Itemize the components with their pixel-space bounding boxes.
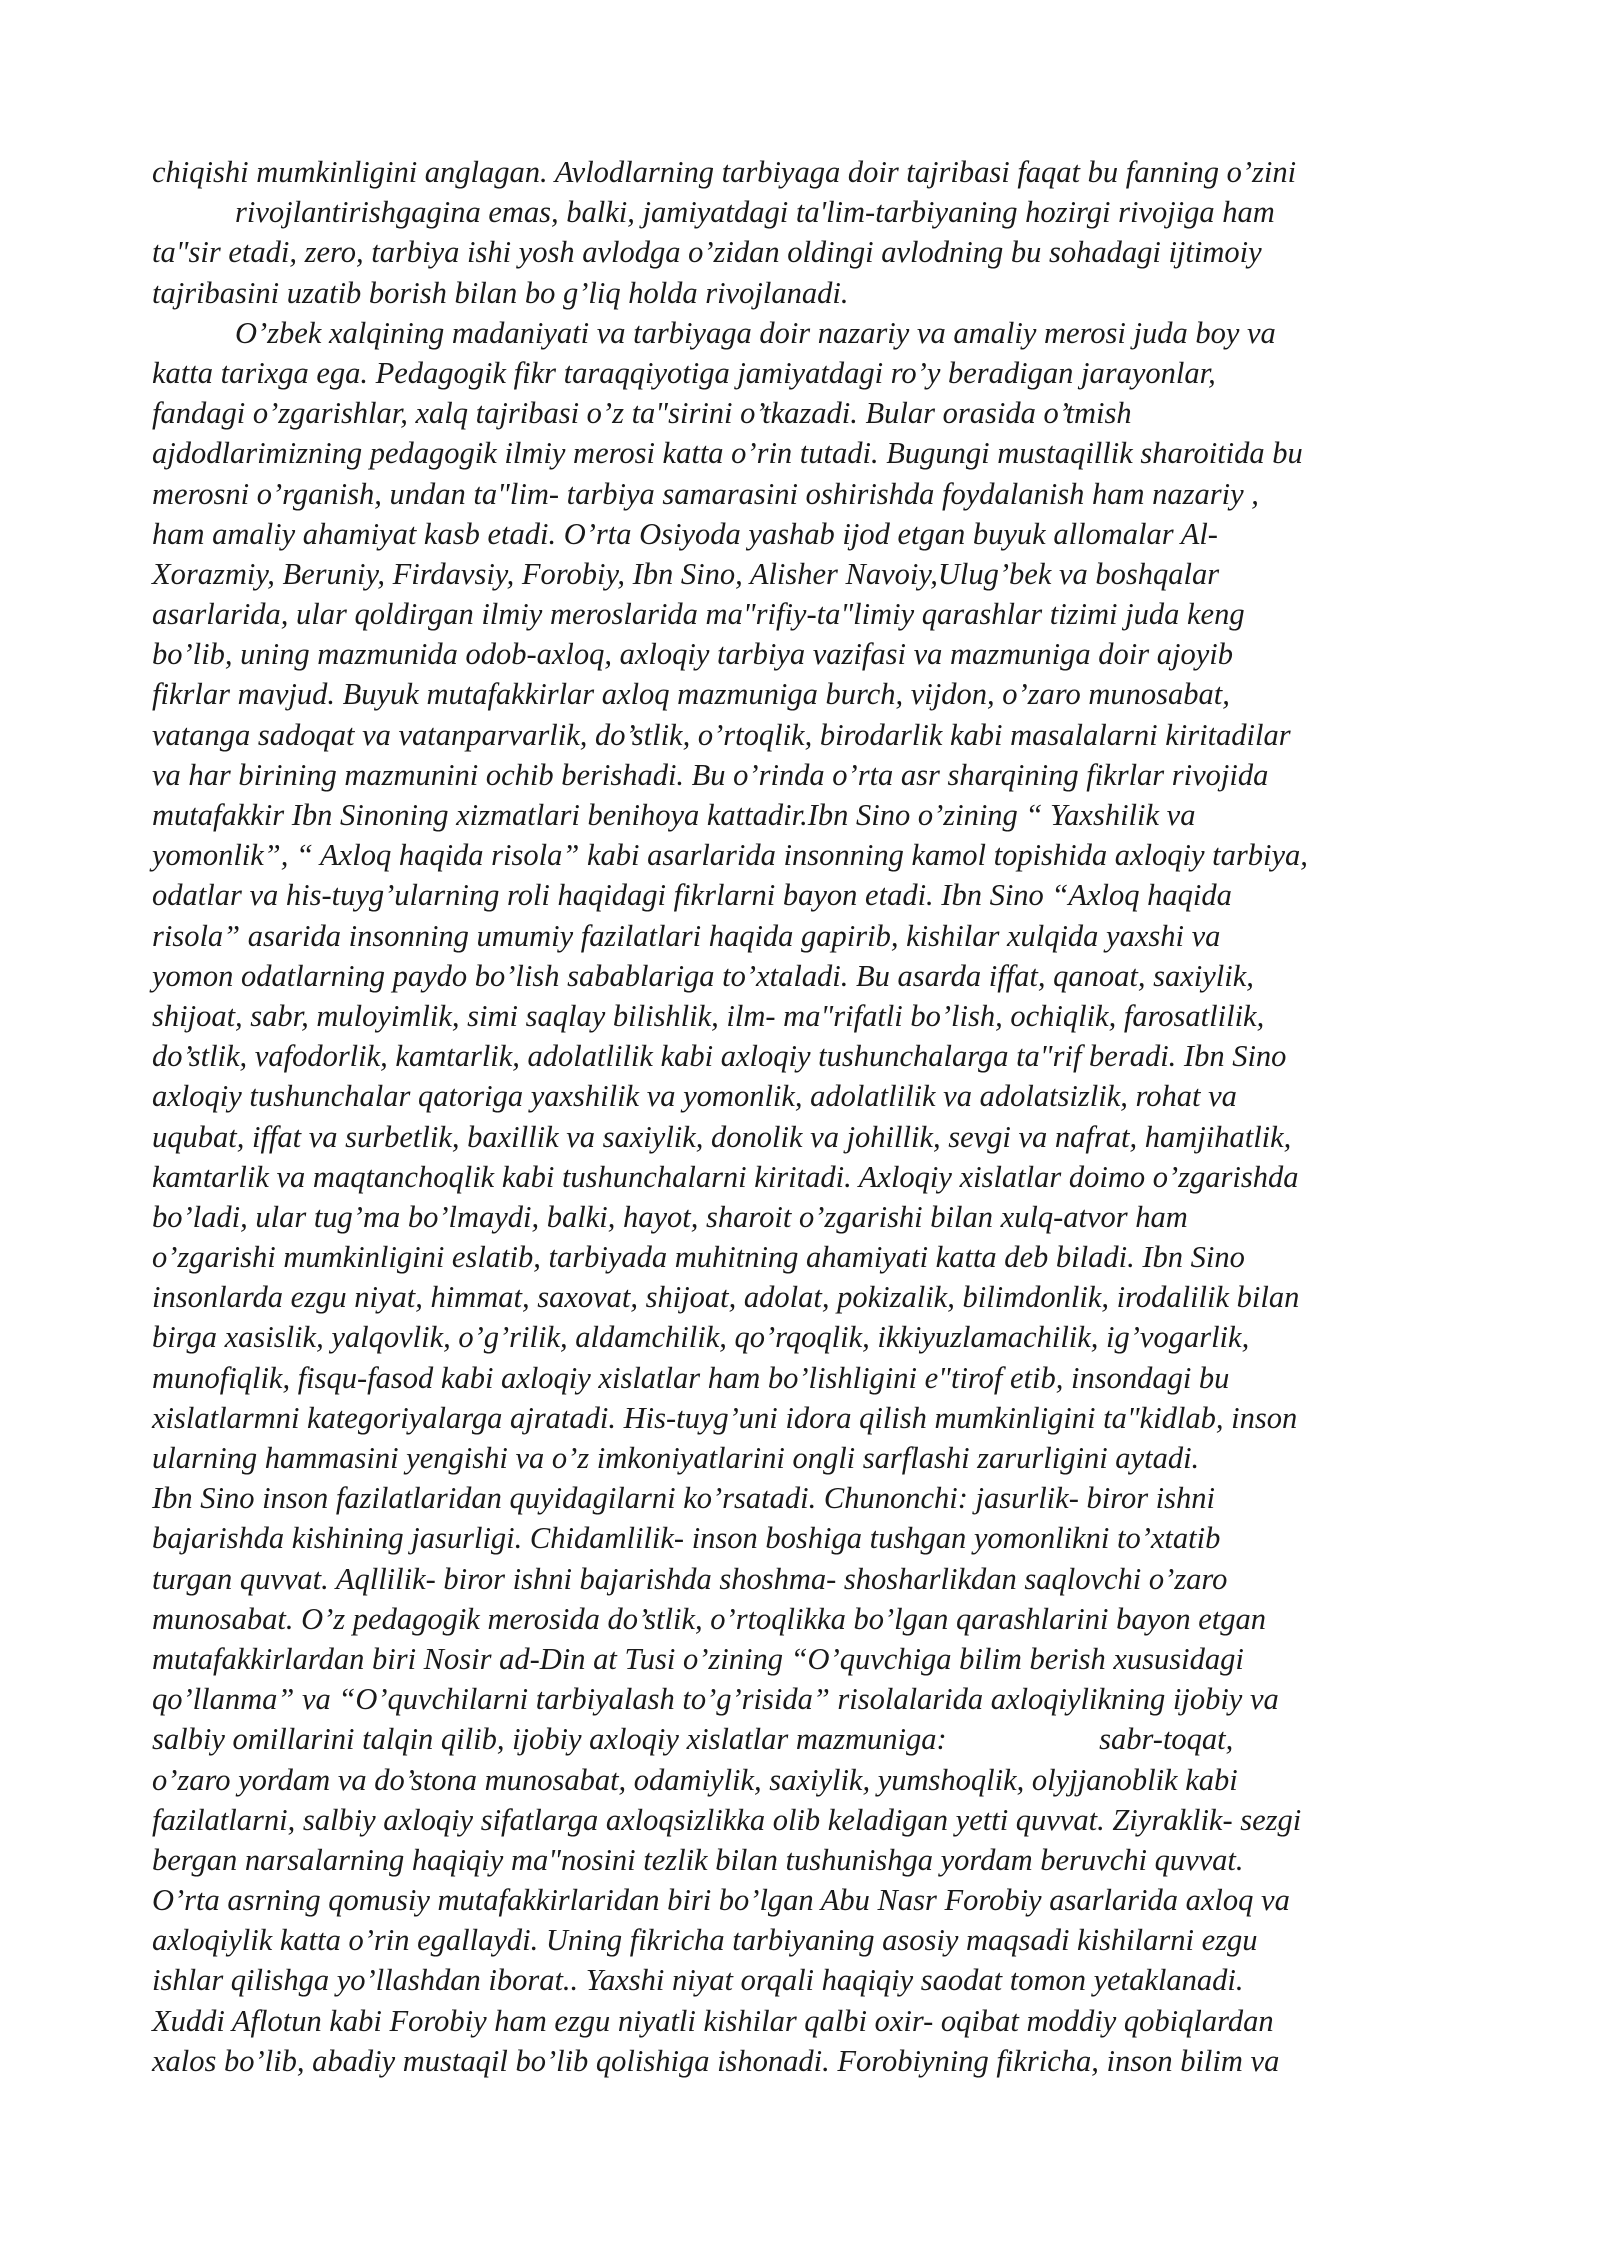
text-line: yomonlik”, “ Axloq haqida risola” kabi asarlarida insonning kamol topishida axloqiy tarbiya, [152, 838, 1308, 873]
text-line: O’rta asrning qomusiy mutafakkirlaridan biri bo’lgan Abu Nasr Forobiy asarlarida axloq va [152, 1883, 1290, 1918]
text-line: rivojlantirishgagina emas, balki, jamiyatdagi ta'lim-tarbiyaning hozirgi rivojiga ham [235, 195, 1275, 230]
text-line: xislatlarmni kategoriyalarga ajratadi. His-tuyg’uni idora qilish mumkinligini ta"kidlab, inson [152, 1400, 1298, 1435]
text-line: Ibn Sino inson fazilatlaridan quyidagilarni ko’rsatadi. Chunonchi: jasurlik- biror ishni [152, 1481, 1216, 1516]
text-line: xalos bo’lib, abadiy mustaqil bo’lib qolishiga ishonadi. Forobiyning fikricha, inson bilim va [152, 2043, 1280, 2078]
text-line: vatanga sadoqat va vatanparvarlik, do’stlik, o’rtoqlik, birodarlik kabi masalalarni kiritadilar [152, 717, 1291, 752]
text-line: ularning hammasini yengishi va o’z imkoniyatlarini ongli sarflashi zarurligini aytadi. [152, 1441, 1200, 1475]
body-text [152, 152, 1482, 2081]
text-line: qo’llanma” va “O’quvchilarni tarbiyalash to’g’risida” risolalarida axloqiylikning ijobiy va [152, 1682, 1279, 1717]
text-line: merosni o’rganish, undan ta"lim- tarbiya samarasini oshirishda foydalanish ham nazariy , [152, 476, 1259, 511]
text-line: O’zbek xalqining madaniyati va tarbiyaga doir nazariy va amaliy merosi juda boy va [235, 315, 1276, 350]
text-line: birga xasislik, yalqovlik, o’g’rilik, aldamchilik, qo’rqoqlik, ikkiyuzlamachilik, ig’vogarlik, [152, 1320, 1250, 1355]
text-line: va har birining mazmunini ochib berishadi. Bu o’rinda o’rta asr sharqining fikrlar rivojida [152, 757, 1269, 792]
text-line: munofiqlik, fisqu-fasod kabi axloqiy xislatlar ham bo’lishligini e"tirof etib, insondagi bu [152, 1360, 1230, 1395]
text-line: Xuddi Aflotun kabi Forobiy ham ezgu niyatli kishilar qalbi oxir- oqibat moddiy qobiqlardan [152, 2003, 1274, 2038]
text-line: bo’ladi, ular tug’ma bo’lmaydi, balki, hayot, sharoit o’zgarishi bilan xulq-atvor ham [152, 1199, 1188, 1234]
text-line: asarlarida, ular qoldirgan ilmiy meroslarida ma"rifiy-ta"limiy qarashlar tizimi juda keng [152, 597, 1245, 632]
text-line: tajribasini uzatib borish bilan bo g’liq holda rivojlanadi. [152, 275, 849, 310]
text-line: ajdodlarimizning pedagogik ilmiy merosi katta o’rin tutadi. Bugungi mustaqillik sharoitida bu [152, 436, 1303, 471]
text-line: axloqiylik katta o’rin egallaydi. Uning fikricha tarbiyaning asosiy maqsadi kishilarni ezgu [152, 1923, 1258, 1958]
text-line: insonlarda ezgu niyat, himmat, saxovat, shijoat, adolat, pokizalik, bilimdonlik, irodalilik bilan [152, 1280, 1300, 1315]
text-line: odatlar va his-tuyg’ularning roli haqidagi fikrlarni bayon etadi. Ibn Sino “Axloq haqida [152, 878, 1232, 913]
text-line: munosabat. O’z pedagogik merosida do’stlik, o’rtoqlikka bo’lgan qarashlarini bayon etgan [152, 1601, 1267, 1636]
text-line: shijoat, sabr, muloyimlik, simi saqlay bilishlik, ilm- ma"rifatli bo’lish, ochiqlik, farosatlilik, [152, 998, 1265, 1033]
text-line: do’stlik, vafodorlik, kamtarlik, adolatlilik kabi axloqiy tushunchalarga ta"rif beradi. Ibn Sino [152, 1039, 1287, 1074]
text-line: turgan quvvat. Aqllilik- biror ishni bajarishda shoshma- shosharlikdan saqlovchi o’zaro [152, 1561, 1228, 1596]
text-line: axloqiy tushunchalar qatoriga yaxshilik va yomonlik, adolatlilik va adolatsizlik, rohat va [152, 1079, 1237, 1114]
text-line: bajarishda kishining jasurligi. Chidamlilik- inson boshiga tushgan yomonlikni to’xtatib [152, 1521, 1221, 1556]
text-line: fandagi o’zgarishlar, xalq tajribasi o’z ta"sirini o’tkazadi. Bular orasida o’tmish [152, 396, 1132, 431]
text-line: fikrlar mavjud. Buyuk mutafakkirlar axloq mazmuniga burch, vijdon, o’zaro munosabat, [152, 677, 1230, 712]
text-line: chiqishi mumkinligini anglagan. Avlodlarning tarbiyaga doir tajribasi faqat bu fanning o’zini [152, 155, 1297, 189]
text-line: o’zaro yordam va do’stona munosabat, odamiylik, saxiylik, yumshoqlik, olyjjanoblik kabi [152, 1762, 1238, 1797]
text-line: kamtarlik va maqtanchoqlik kabi tushunchalarni kiritadi. Axloqiy xislatlar doimo o’zgarishda [152, 1159, 1299, 1194]
text-line: yomon odatlarning paydo bo’lish sabablariga to’xtaladi. Bu asarda iffat, qanoat, saxiylik, [152, 958, 1254, 993]
text-line: mutafakkirlardan biri Nosir ad-Din at Tusi o’zining “O’quvchiga bilim berish xususidagi [152, 1641, 1244, 1676]
text-line: risola” asarida insonning umumiy fazilatlari haqida gapirib, kishilar xulqida yaxshi va [152, 918, 1221, 953]
text-line: o’zgarishi mumkinligini eslatib, tarbiyada muhitning ahamiyati katta deb biladi. Ibn Sino [152, 1240, 1245, 1275]
text-line: uqubat, iffat va surbetlik, baxillik va saxiylik, donolik va johillik, sevgi va nafrat, hamjihatlik, [152, 1119, 1292, 1154]
text-line: katta tarixga ega. Pedagogik fikr taraqqiyotiga jamiyatdagi ro’y beradigan jarayonlar, [152, 355, 1216, 390]
text-line: fazilatlarni, salbiy axloqiy sifatlarga axloqsizlikka olib keladigan yetti quvvat. Ziyraklik- sezgi [152, 1802, 1302, 1837]
text-line: ishlar qilishga yo’llashdan iborat.. Yaxshi niyat orqali haqiqiy saodat tomon yetaklanadi. [152, 1963, 1244, 1998]
text-line: bo’lib, uning mazmunida odob-axloq, axloqiy tarbiya vazifasi va mazmuniga doir ajoyib [152, 637, 1233, 672]
text-line: Xorazmiy, Beruniy, Firdavsiy, Forobiy, Ibn Sino, Alisher Navoiy,Ulug’bek va boshqalar [152, 556, 1220, 591]
text-line: salbiy omillarini talqin qilib, ijobiy axloqiy xislatlar mazmuniga: sabr-toqat, [152, 1722, 1234, 1757]
text-line: mutafakkir Ibn Sinoning xizmatlari benihoya kattadir.Ibn Sino o’zining “ Yaxshilik va [152, 798, 1196, 832]
text-line: ta"sir etadi, zero, tarbiya ishi yosh avlodga o’zidan oldingi avlodning bu sohadagi ijtimoiy [152, 235, 1262, 270]
text-line: bergan narsalarning haqiqiy ma"nosini tezlik bilan tushunishga yordam beruvchi quvvat. [152, 1842, 1244, 1877]
text-line: ham amaliy ahamiyat kasb etadi. O’rta Osiyoda yashab ijod etgan buyuk allomalar Al- [152, 516, 1218, 551]
